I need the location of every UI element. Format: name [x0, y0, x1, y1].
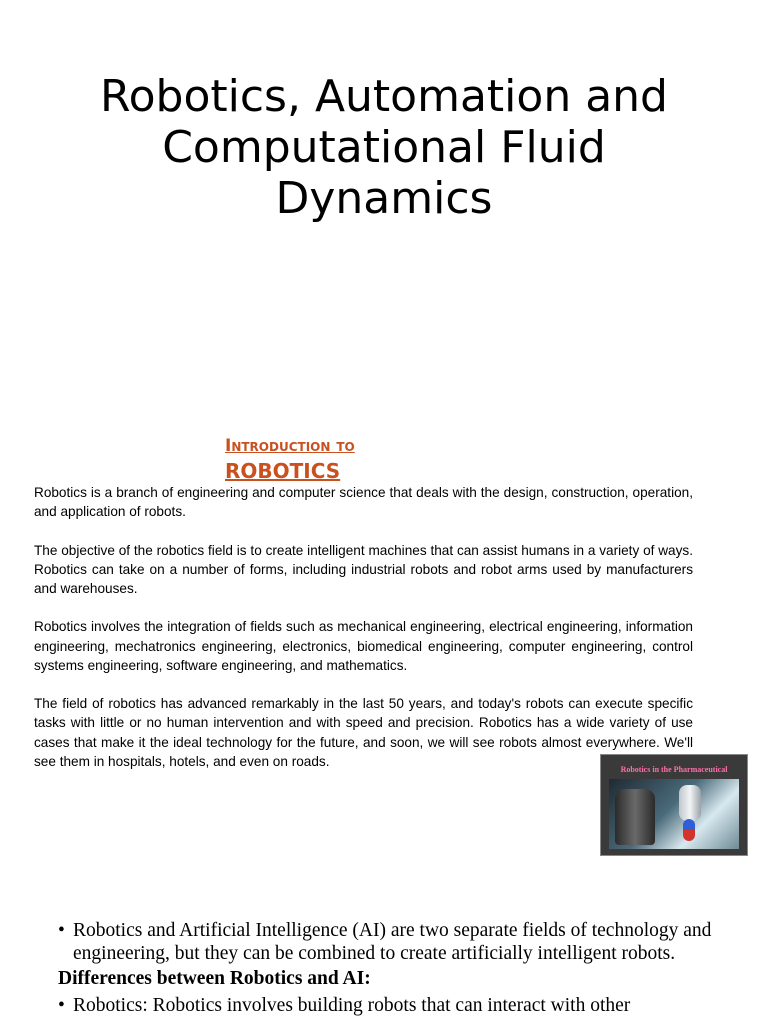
paragraph: The objective of the robotics field is to create intelligent machines that can assist humans in a variety of ways. Robotics can take on a number of forms, including industrial robots and robot arms used by manufacturers and warehouses.: [34, 542, 693, 596]
paragraph: The field of robotics has advanced remarkably in the last 50 years, and today's robots can execute specific tasks with little or no human intervention and with speed and precision. Robotics has a wide variety of use cases that make it the ideal technology for the future, and soon, we will see robots almost everywhere. We'll see them in hospitals, hotels, and even on roads.: [34, 696, 693, 769]
list-item: [58, 920, 718, 965]
robot-hand-scene: [609, 779, 739, 849]
robot-arm-graphic: [679, 785, 701, 821]
robotics-pharmaceutical-image: [600, 754, 748, 856]
intro-heading-line1: Introduction to: [225, 436, 355, 456]
capsule-graphic: [683, 819, 695, 841]
intro-heading: [225, 434, 485, 484]
bullet-text: Robotics: Robotics involves building robots that can interact with other: [73, 994, 631, 1016]
bullet-section: [58, 920, 718, 1017]
image-caption: Robotics in the Pharmaceutical: [620, 765, 728, 774]
bullet-dot-icon: •: [58, 920, 65, 941]
paragraph: Robotics is a branch of engineering and computer science that deals with the design, construction, operation, and application of robots.: [34, 485, 693, 520]
bullet-text: Robotics and Artificial Intelligence (AI) are two separate fields of technology and engineering, but they can be combined to create artificially intelligent robots.: [73, 920, 712, 964]
paragraph: Robotics involves the integration of fields such as mechanical engineering, electrical engineering, information engineering, mechatronics engineering, electronics, biomedical engineering, computer engineering, control systems engineering, software engineering, and mathematics.: [34, 619, 693, 673]
list-item: [58, 995, 718, 1018]
intro-heading-line2: ROBOTICS: [225, 459, 341, 483]
bullet-dot-icon: •: [58, 994, 65, 1016]
differences-heading: Differences between Robotics and AI:: [58, 968, 371, 989]
robot-hand-graphic: [615, 789, 655, 845]
document-title: Robotics, Automation and Computational Fluid Dynamics: [100, 71, 668, 224]
body-text: [34, 483, 693, 790]
